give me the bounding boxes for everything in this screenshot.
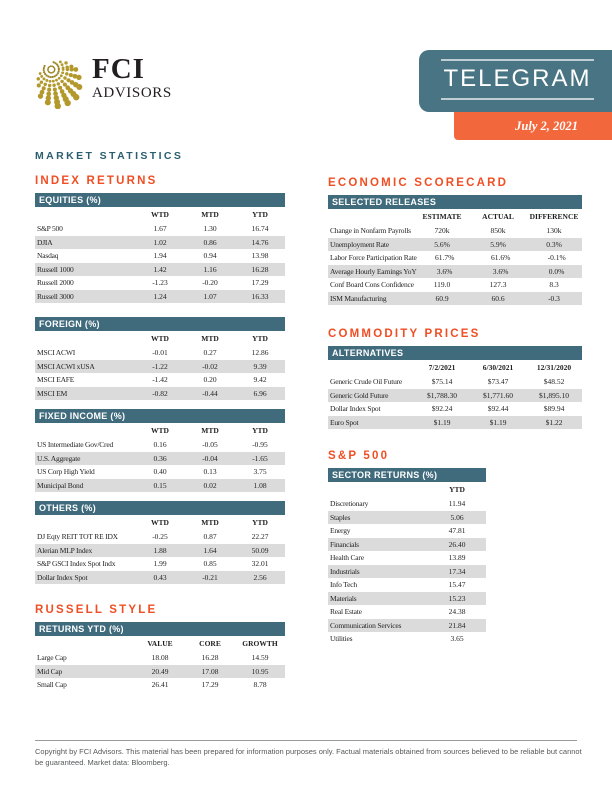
column-header: YTD [252,210,268,219]
cell-value: $92.24 [431,404,453,413]
column-header: MTD [201,210,219,219]
report-date: July 2, 2021 [515,119,578,133]
cell-value: -1.65 [252,453,268,463]
column-header: YTD [252,426,268,435]
column-header: 12/31/2020 [536,363,572,372]
row-label: Generic Gold Future [330,390,389,400]
cell-value: $48.52 [543,377,565,386]
cell-value: 1.07 [203,291,217,301]
cell-value: $1,895.10 [539,390,569,400]
table-body [35,346,285,400]
row-label: DJ Eqty REIT TOT RE IDX [37,532,118,541]
column-header: WTD [151,426,169,435]
cell-value: 60.6 [491,293,505,303]
cell-value: 20.49 [151,666,169,676]
cell-value: 15.23 [448,593,466,603]
table-row [35,557,285,571]
cell-value: -0.20 [202,278,218,287]
row-label: Small Cap [37,680,67,689]
column-header: ESTIMATE [422,212,462,221]
column-header: WTD [151,518,169,527]
foreign-table [35,317,285,400]
table-row [328,402,582,416]
cell-value: 3.75 [253,467,267,476]
column-header: VALUE [147,639,173,648]
date-ribbon [454,112,612,140]
right-column [328,177,582,646]
cell-value: 3.65 [450,634,464,643]
cell-value: -0.3 [548,293,560,303]
left-column [35,150,285,692]
cell-value: 10.95 [251,666,269,676]
table-title-bar: SELECTED RELEASES [328,195,582,209]
footer-disclaimer: Copyright by FCI Advisors. This material has been prepared for information purposes only. Factual materials obtained from sources believed to be reliable but cannot be guaranteed. Market data: Bloomberg. [35,747,582,768]
table-row [35,479,285,493]
table-title-bar: FIXED INCOME (%) [35,409,285,423]
brand-subname: ADVISORS [92,85,172,101]
row-label: Euro Spot [330,417,359,427]
table-row [35,544,285,558]
cell-value: 15.47 [448,580,466,589]
row-label: Real Estate [330,607,362,616]
cell-value: -0.44 [202,388,218,398]
table-row [328,632,486,646]
brand-name: FCI [92,53,145,85]
row-label: Russell 3000 [37,291,74,301]
cell-value: 11.94 [448,499,466,508]
footer-divider [35,740,577,741]
cell-value: -0.01 [152,348,168,357]
table-row [328,292,582,306]
cell-value: 0.16 [153,440,167,449]
cell-value: 0.3% [546,239,562,249]
banner-title: TELEGRAM [443,65,592,92]
row-label: Energy [330,526,351,535]
table-row [328,565,486,579]
cell-value: 61.7% [435,253,455,262]
cell-value: 5.9% [490,239,506,249]
row-label: Alerian MLP Index [37,545,93,555]
table-title-bar: SECTOR RETURNS (%) [328,468,486,482]
row-label: Utilities [330,634,353,643]
cell-value: $1.22 [545,417,563,427]
table-row [35,263,285,277]
cell-value: 1.42 [153,264,167,274]
table-row [35,236,285,250]
cell-value: 850k [490,226,506,235]
row-label: U.S. Aggregate [37,453,81,463]
table-row [328,511,486,525]
table-row [35,249,285,263]
table-body [35,222,285,303]
cell-value: -0.05 [202,440,218,449]
cell-value: 0.15 [153,480,167,490]
cell-value: 26.41 [151,680,169,689]
cell-value: 9.39 [253,361,267,371]
column-header: GROWTH [242,639,278,648]
cell-value: 1.02 [153,237,167,247]
column-header: 7/2/2021 [428,363,456,372]
section-heading-economic-scorecard: ECONOMIC SCORECARD [328,177,509,189]
cell-value: $92.44 [487,404,509,413]
table-header-row [35,636,285,651]
page-title: MARKET STATISTICS [35,150,184,162]
cell-value: 5.6% [434,239,450,249]
table-row [35,530,285,544]
fci-advisors-logo [33,55,172,109]
row-label: Health Care [330,553,364,562]
row-label: Generic Crude Oil Future [330,377,403,386]
row-label: Dollar Index Spot [330,404,381,413]
table-row [328,605,486,619]
cell-value: 0.40 [153,467,167,476]
table-row [328,592,486,606]
table-header-row [35,207,285,222]
column-header: YTD [449,485,465,494]
row-label: MSCI EAFE [37,375,75,384]
cell-value: -0.02 [202,361,218,371]
cell-value: 47.81 [448,526,466,535]
cell-value: 50.09 [251,545,269,555]
column-header: MTD [201,518,219,527]
cell-value: 61.6% [491,253,511,262]
cell-value: -0.1% [547,253,566,262]
cell-value: 3.6% [492,266,509,276]
table-row [35,222,285,236]
section-heading-russell-style: RUSSELL STYLE [35,604,158,616]
row-label: Nasdaq [37,251,59,260]
cell-value: 16.28 [201,653,219,662]
table-header-row [328,209,582,224]
section-heading-index-returns: INDEX RETURNS [35,175,158,187]
row-label: Change in Nonfarm Payrolls [330,226,411,235]
column-header: YTD [252,518,268,527]
cell-value: 1.24 [153,291,167,301]
cell-value: 14.76 [251,237,269,247]
column-header: 6/30/2021 [482,363,514,372]
cell-value: $73.47 [487,377,509,386]
table-row [35,665,285,679]
row-label: Info Tech [330,580,357,589]
cell-value: 32.01 [251,559,269,568]
cell-value: $75.14 [431,377,453,386]
fixed-income-table [35,409,285,492]
cell-value: -0.21 [202,572,218,582]
cell-value: 60.9 [435,293,449,303]
cell-value: -0.25 [152,532,168,541]
table-row [328,278,582,292]
row-label: MSCI ACWI xUSA [37,361,95,371]
cell-value: 12.86 [251,348,269,357]
row-label: US Corp High Yield [37,467,95,476]
table-row [35,651,285,665]
table-row [35,438,285,452]
column-header: WTD [151,210,169,219]
cell-value: 130k [546,226,562,235]
brand-wordmark [92,55,172,101]
cell-value: 9.42 [253,375,267,384]
cell-value: -0.04 [202,453,218,463]
table-row [35,678,285,692]
cell-value: 0.13 [203,467,217,476]
cell-value: 8.78 [253,680,267,689]
column-header: YTD [252,334,268,343]
table-title-bar: RETURNS YTD (%) [35,622,285,636]
table-header-row [35,515,285,530]
cell-value: 720k [434,226,450,235]
table-header-row [35,331,285,346]
row-label: Mid Cap [37,666,63,676]
table-header-row [328,360,582,375]
cell-value: 1.30 [203,224,217,233]
cell-value: 13.98 [251,251,269,260]
cell-value: 1.94 [153,251,167,260]
row-label: Conf Board Cons Confidence [330,280,414,289]
cell-value: 16.28 [251,264,269,274]
cell-value: 8.3 [549,280,559,289]
cell-value: 5.06 [450,512,464,522]
cell-value: 0.43 [153,572,167,582]
cell-value: 16.33 [251,291,269,301]
row-label: Dollar Index Spot [37,572,88,582]
cell-value: 6.96 [253,388,267,398]
row-label: US Intermediate Gov/Cred [37,440,114,449]
row-label: Labor Force Participation Rate [330,253,417,262]
row-label: ISM Manufacturing [330,293,387,303]
cell-value: 1.08 [253,480,267,490]
russell-returns-table [35,622,285,692]
row-label: S&P 500 [37,224,63,233]
cell-value: -1.22 [152,361,168,371]
cell-value: 127.3 [489,280,507,289]
cell-value: 26.40 [448,539,466,549]
cell-value: 0.02 [203,480,217,490]
table-body [328,497,486,646]
column-header: DIFFERENCE [529,212,579,221]
table-row [328,375,582,389]
cell-value: 21.84 [448,620,466,630]
cell-value: $1,788.30 [427,390,457,400]
row-label: Unemployment Rate [330,239,389,249]
cell-value: 0.86 [203,237,217,247]
table-title-bar: OTHERS (%) [35,501,285,515]
column-header: ACTUAL [482,212,514,221]
table-body [328,375,582,429]
cell-value: 0.0% [548,266,565,276]
cell-value: 22.27 [251,532,269,541]
table-row [328,619,486,633]
cell-value: -1.42 [152,375,168,384]
equities-table [35,193,285,303]
row-label: MSCI EM [37,388,68,398]
table-row [35,360,285,374]
cell-value: 17.34 [448,566,466,576]
column-header: CORE [199,639,221,648]
row-label: Large Cap [37,653,67,662]
row-label: Communication Services [330,620,402,630]
cell-value: 1.88 [153,545,167,555]
others-table [35,501,285,584]
telegram-banner [419,50,612,112]
table-row [328,578,486,592]
cell-value: 1.67 [153,224,167,233]
row-label: S&P GSCI Index Spot Indx [37,559,116,568]
cell-value: 18.08 [151,653,169,662]
cell-value: $1.19 [489,417,507,427]
cell-value: 2.56 [253,572,267,582]
table-title-bar: EQUITIES (%) [35,193,285,207]
cell-value: 0.20 [203,375,217,384]
table-row [35,290,285,304]
row-label: Financials [330,539,359,549]
table-title-bar: ALTERNATIVES [328,346,582,360]
cell-value: -0.95 [252,440,268,449]
cell-value: 17.29 [201,680,219,689]
table-row [328,416,582,430]
cell-value: 1.64 [203,545,217,555]
row-label: Average Hourly Earnings YoY [330,266,417,276]
alternatives-table [328,346,582,429]
cell-value: 17.29 [251,278,269,287]
table-row [35,465,285,479]
fci-globe-icon [33,55,85,109]
cell-value: $1.19 [433,417,451,427]
selected-releases-table [328,195,582,305]
row-label: Discretionary [330,499,369,508]
table-row [35,373,285,387]
row-label: Municipal Bond [37,480,84,490]
cell-value: 0.94 [203,251,217,260]
cell-value: 1.99 [153,559,167,568]
banner-rule-frame [441,59,594,100]
table-title-bar: FOREIGN (%) [35,317,285,331]
cell-value: 17.08 [201,666,219,676]
table-row [328,538,486,552]
row-label: Russell 2000 [37,278,74,287]
table-row [328,238,582,252]
cell-value: 0.36 [153,453,167,463]
table-header-row [35,423,285,438]
cell-value: 0.85 [203,559,217,568]
table-row [328,389,582,403]
row-label: Russell 1000 [37,264,74,274]
table-row [328,497,486,511]
cell-value: -0.82 [152,388,168,398]
row-label: Materials [330,593,357,603]
cell-value: 13.89 [448,553,466,562]
row-label: Staples [330,512,351,522]
cell-value: $89.94 [543,404,565,413]
table-row [35,387,285,401]
table-body [35,530,285,584]
column-header: MTD [201,334,219,343]
cell-value: $1,771.60 [483,390,513,400]
table-row [328,551,486,565]
table-row [35,346,285,360]
row-label: DJIA [37,237,53,247]
column-header: MTD [201,426,219,435]
cell-value: 0.27 [203,348,217,357]
sector-returns-table [328,468,486,646]
cell-value: 1.16 [203,264,217,274]
column-header: WTD [151,334,169,343]
table-row [35,452,285,466]
cell-value: 3.6% [436,266,453,276]
section-heading-sp500: S&P 500 [328,450,390,462]
row-label: Industrials [330,566,360,576]
table-body [35,651,285,692]
table-row [328,251,582,265]
table-body [328,224,582,305]
cell-value: 119.0 [433,280,451,289]
cell-value: 0.87 [203,532,217,541]
cell-value: 14.59 [251,653,269,662]
cell-value: -1.23 [152,278,168,287]
table-row [35,571,285,585]
section-heading-commodity-prices: COMMODITY PRICES [328,328,481,340]
table-body [35,438,285,492]
table-row [35,276,285,290]
table-header-row [328,482,486,497]
table-row [328,524,486,538]
cell-value: 16.74 [251,224,269,233]
row-label: MSCI ACWI [37,348,75,357]
table-row [328,265,582,279]
table-row [328,224,582,238]
cell-value: 24.38 [448,607,466,616]
